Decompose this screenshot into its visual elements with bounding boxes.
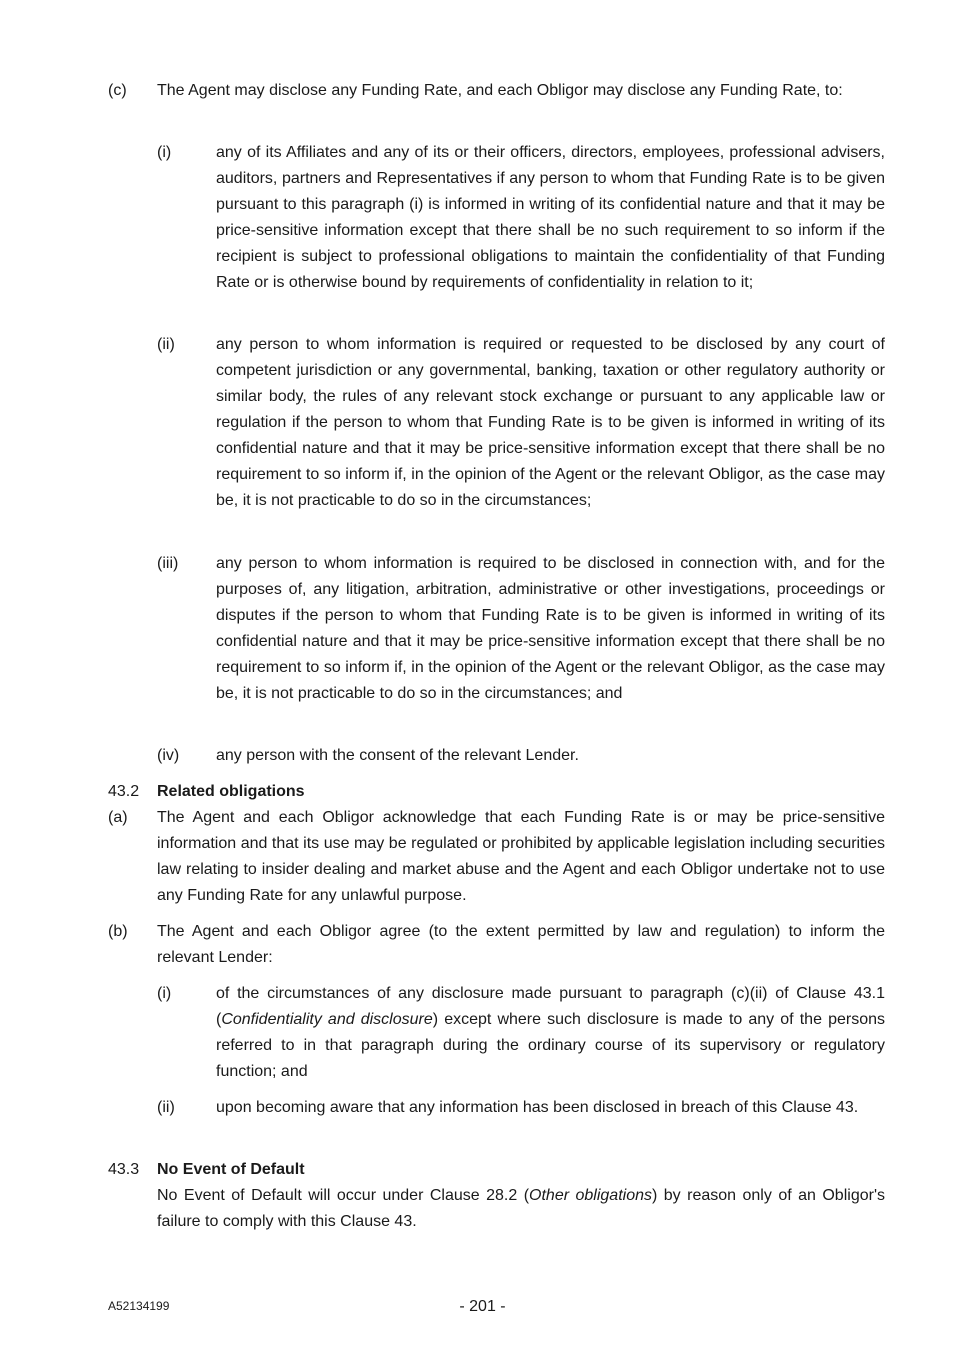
- section-text: No Event of Default will occur under Clause 28.2 (Other obligations) by reason only of an Obligor's failure to comply with this Clause 43.: [157, 1187, 885, 1230]
- item-text: upon becoming aware that any information has been disclosed in breach of this Clause 43.: [216, 1099, 859, 1116]
- paragraph-a-text: The Agent and each Obligor acknowledge that each Funding Rate is or may be price-sensitive information and that its use may be regulated or prohibited by applicable legislation including securities law relating to insider dealing and market abuse and the Agent and each Obligor undertake not to use any Funding Rate for any unlawful purpose.: [157, 809, 885, 904]
- item-text: any person to whom information is required or requested to be disclosed by any court of competent jurisdiction or any governmental, banking, taxation or other regulatory authority or similar body, the rules of any relevant stock exchange or pursuant to any applicable law or regulation if the person to whom that Funding Rate is to be given is informed in writing of its confidential nature and that it may be price-sensitive information except that there shall be no requirement to so inform if, in the opinion of the Agent or the relevant Obligor, as the case may be, it is not practicable to do so in the circumstances;: [216, 336, 885, 509]
- item-label: (ii): [157, 1099, 175, 1116]
- item-text: of the circumstances of any disclosure made pursuant to paragraph (c)(ii) of Clause 43.1 (Confidentiality and disclosure) except where such disclosure is made to any of the persons referred to in that paragraph during the ordinary course of its supervisory or regulatory function; and: [216, 985, 885, 1080]
- section-title: Related obligations: [157, 783, 305, 800]
- paragraph-a-label: (a): [108, 809, 128, 826]
- clause-reference: Other obligations: [529, 1187, 652, 1204]
- clause-reference: Confidentiality and disclosure: [221, 1011, 433, 1028]
- item-label: (i): [157, 985, 172, 1002]
- paragraph-c-label: (c): [108, 82, 127, 99]
- page-number: - 201 -: [459, 1298, 506, 1315]
- item-label: (iv): [157, 747, 180, 764]
- paragraph-b-text: The Agent and each Obligor agree (to the extent permitted by law and regulation) to inform the relevant Lender:: [157, 923, 885, 966]
- item-label: (i): [157, 144, 172, 161]
- section-number: 43.2: [108, 783, 140, 800]
- paragraph-c-text: The Agent may disclose any Funding Rate, and each Obligor may disclose any Funding Rate, to:: [157, 82, 843, 99]
- item-text: any person to whom information is required to be disclosed in connection with, and for the purposes of, any litigation, arbitration, administrative or other investigations, proceedings or disputes if the person to whom that Funding Rate is to be given is informed in writing of its confidential nature and that it may be price-sensitive information except that there shall be no requirement to so inform if, in the opinion of the Agent or the relevant Obligor, as the case may be, it is not practicable to do so in the circumstances; and: [216, 555, 885, 702]
- section-title: No Event of Default: [157, 1161, 305, 1178]
- item-label: (iii): [157, 555, 179, 572]
- section-number: 43.3: [108, 1161, 140, 1178]
- item-text: any of its Affiliates and any of its or their officers, directors, employees, professional advisers, auditors, partners and Representatives if any person to whom that Funding Rate is to be given pursuant to this paragraph (i) is informed in writing of its confidential nature and that it may be price-sensitive information except that there shall be no such requirement to so inform if the recipient is subject to professional obligations to maintain the confidentiality of that Funding Rate or is otherwise bound by requirements of confidentiality in relation to it;: [216, 144, 885, 291]
- item-text: any person with the consent of the relevant Lender.: [216, 747, 579, 764]
- document-id: A52134199: [108, 1299, 170, 1313]
- paragraph-b-label: (b): [108, 923, 128, 940]
- item-label: (ii): [157, 336, 175, 353]
